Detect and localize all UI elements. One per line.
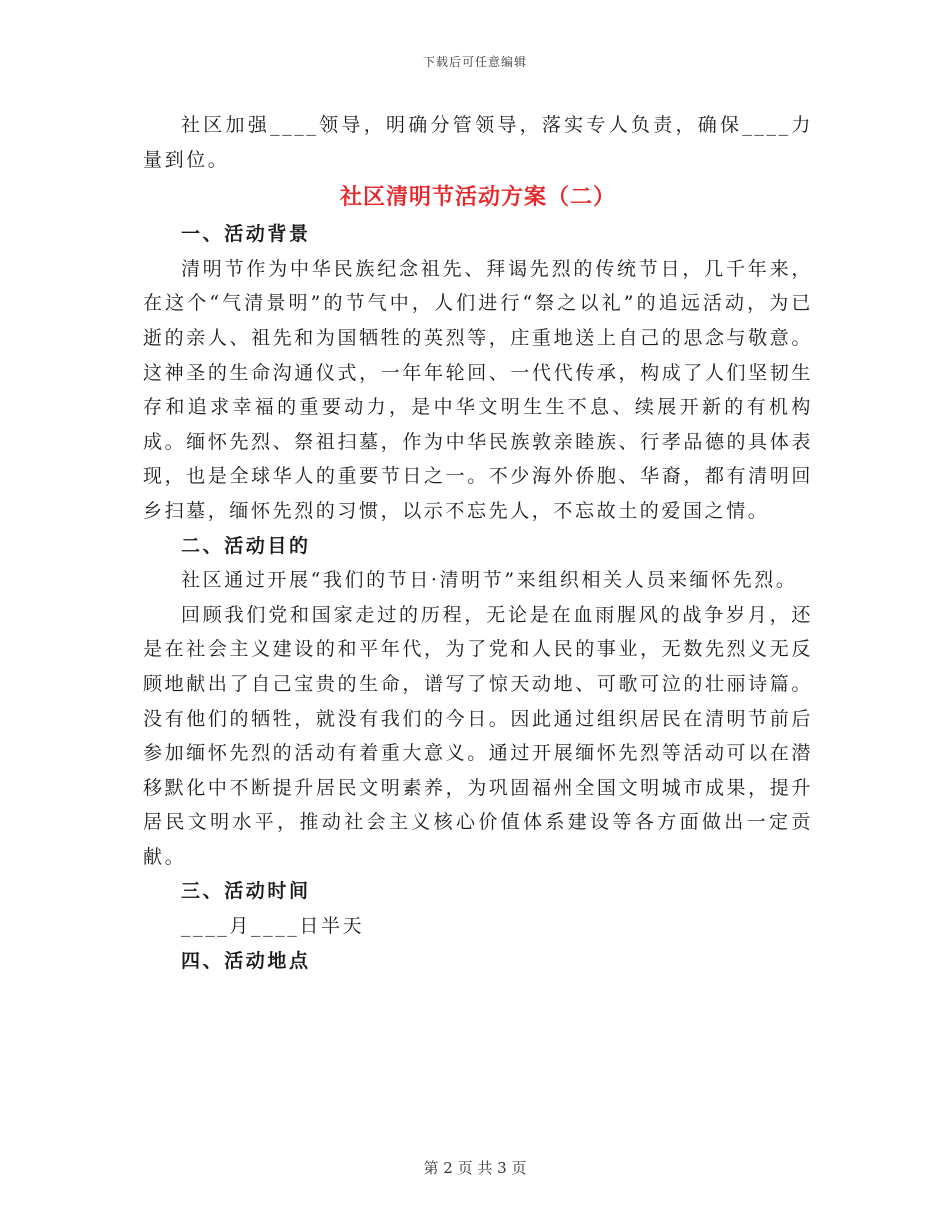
section-purpose xyxy=(143,529,813,875)
page-footer: 第 2 页 共 3 页 xyxy=(423,1159,527,1177)
intro-paragraph: 社区加强____领导，明确分管领导，落实专人负责，确保____力量到位。 xyxy=(143,114,813,171)
section-background xyxy=(143,217,813,528)
section-paragraph: 清明节作为中华民族纪念祖先、拜谒先烈的传统节日，几千年来，在这个“气清景明”的节气中，人们进行“祭之以礼”的追远活动，为已逝的亲人、祖先和为国牺牲的英烈等，庄重地送上自己的思念与敬意。这神圣的生命沟通仪式，一年年轮回、一代代传承，构成了人们坚韧生存和追求幸福的重要动力，是中华文明生生不息、续展开新的有机构成。缅怀先烈、祭祖扫墓，作为中华民族敦亲睦族、行孝品德的具体表现，也是全球华人的重要节日之一。不少海外侨胞、华裔，都有清明回乡扫墓，缅怀先烈的习惯，以示不忘先人，不忘故土的爱国之情。 xyxy=(143,257,813,522)
section-paragraph: ____月____日半天 xyxy=(181,915,365,938)
section-heading: 二、活动目的 xyxy=(181,534,311,557)
page-header: 下载后可任意编辑 xyxy=(422,55,527,69)
section-time xyxy=(143,874,813,943)
section-heading: 三、活动时间 xyxy=(181,880,311,903)
document-body xyxy=(143,108,813,978)
section-location xyxy=(143,944,813,979)
section-heading: 一、活动背景 xyxy=(181,223,311,246)
section-paragraph: 社区通过开展“我们的节日·清明节”来组织相关人员来缅怀先烈。 xyxy=(181,569,798,592)
document-title: 社区清明节活动方案（二） xyxy=(339,185,616,211)
section-heading: 四、活动地点 xyxy=(181,949,311,972)
section-paragraph: 回顾我们党和国家走过的历程，无论是在血雨腥风的战争岁月，还是在社会主义建设的和平年代，为了党和人民的事业，无数先烈义无反顾地献出了自己宝贵的生命，谱写了惊天动地、可歌可泣的壮丽诗篇。没有他们的牺牲，就没有我们的今日。因此通过组织居民在清明节前后参加缅怀先烈的活动有着重大意义。通过开展缅怀先烈等活动可以在潜移默化中不断提升居民文明素养，为巩固福州全国文明城市成果，提升居民文明水平，推动社会主义核心价值体系建设等各方面做出一定贡献。 xyxy=(143,603,813,868)
